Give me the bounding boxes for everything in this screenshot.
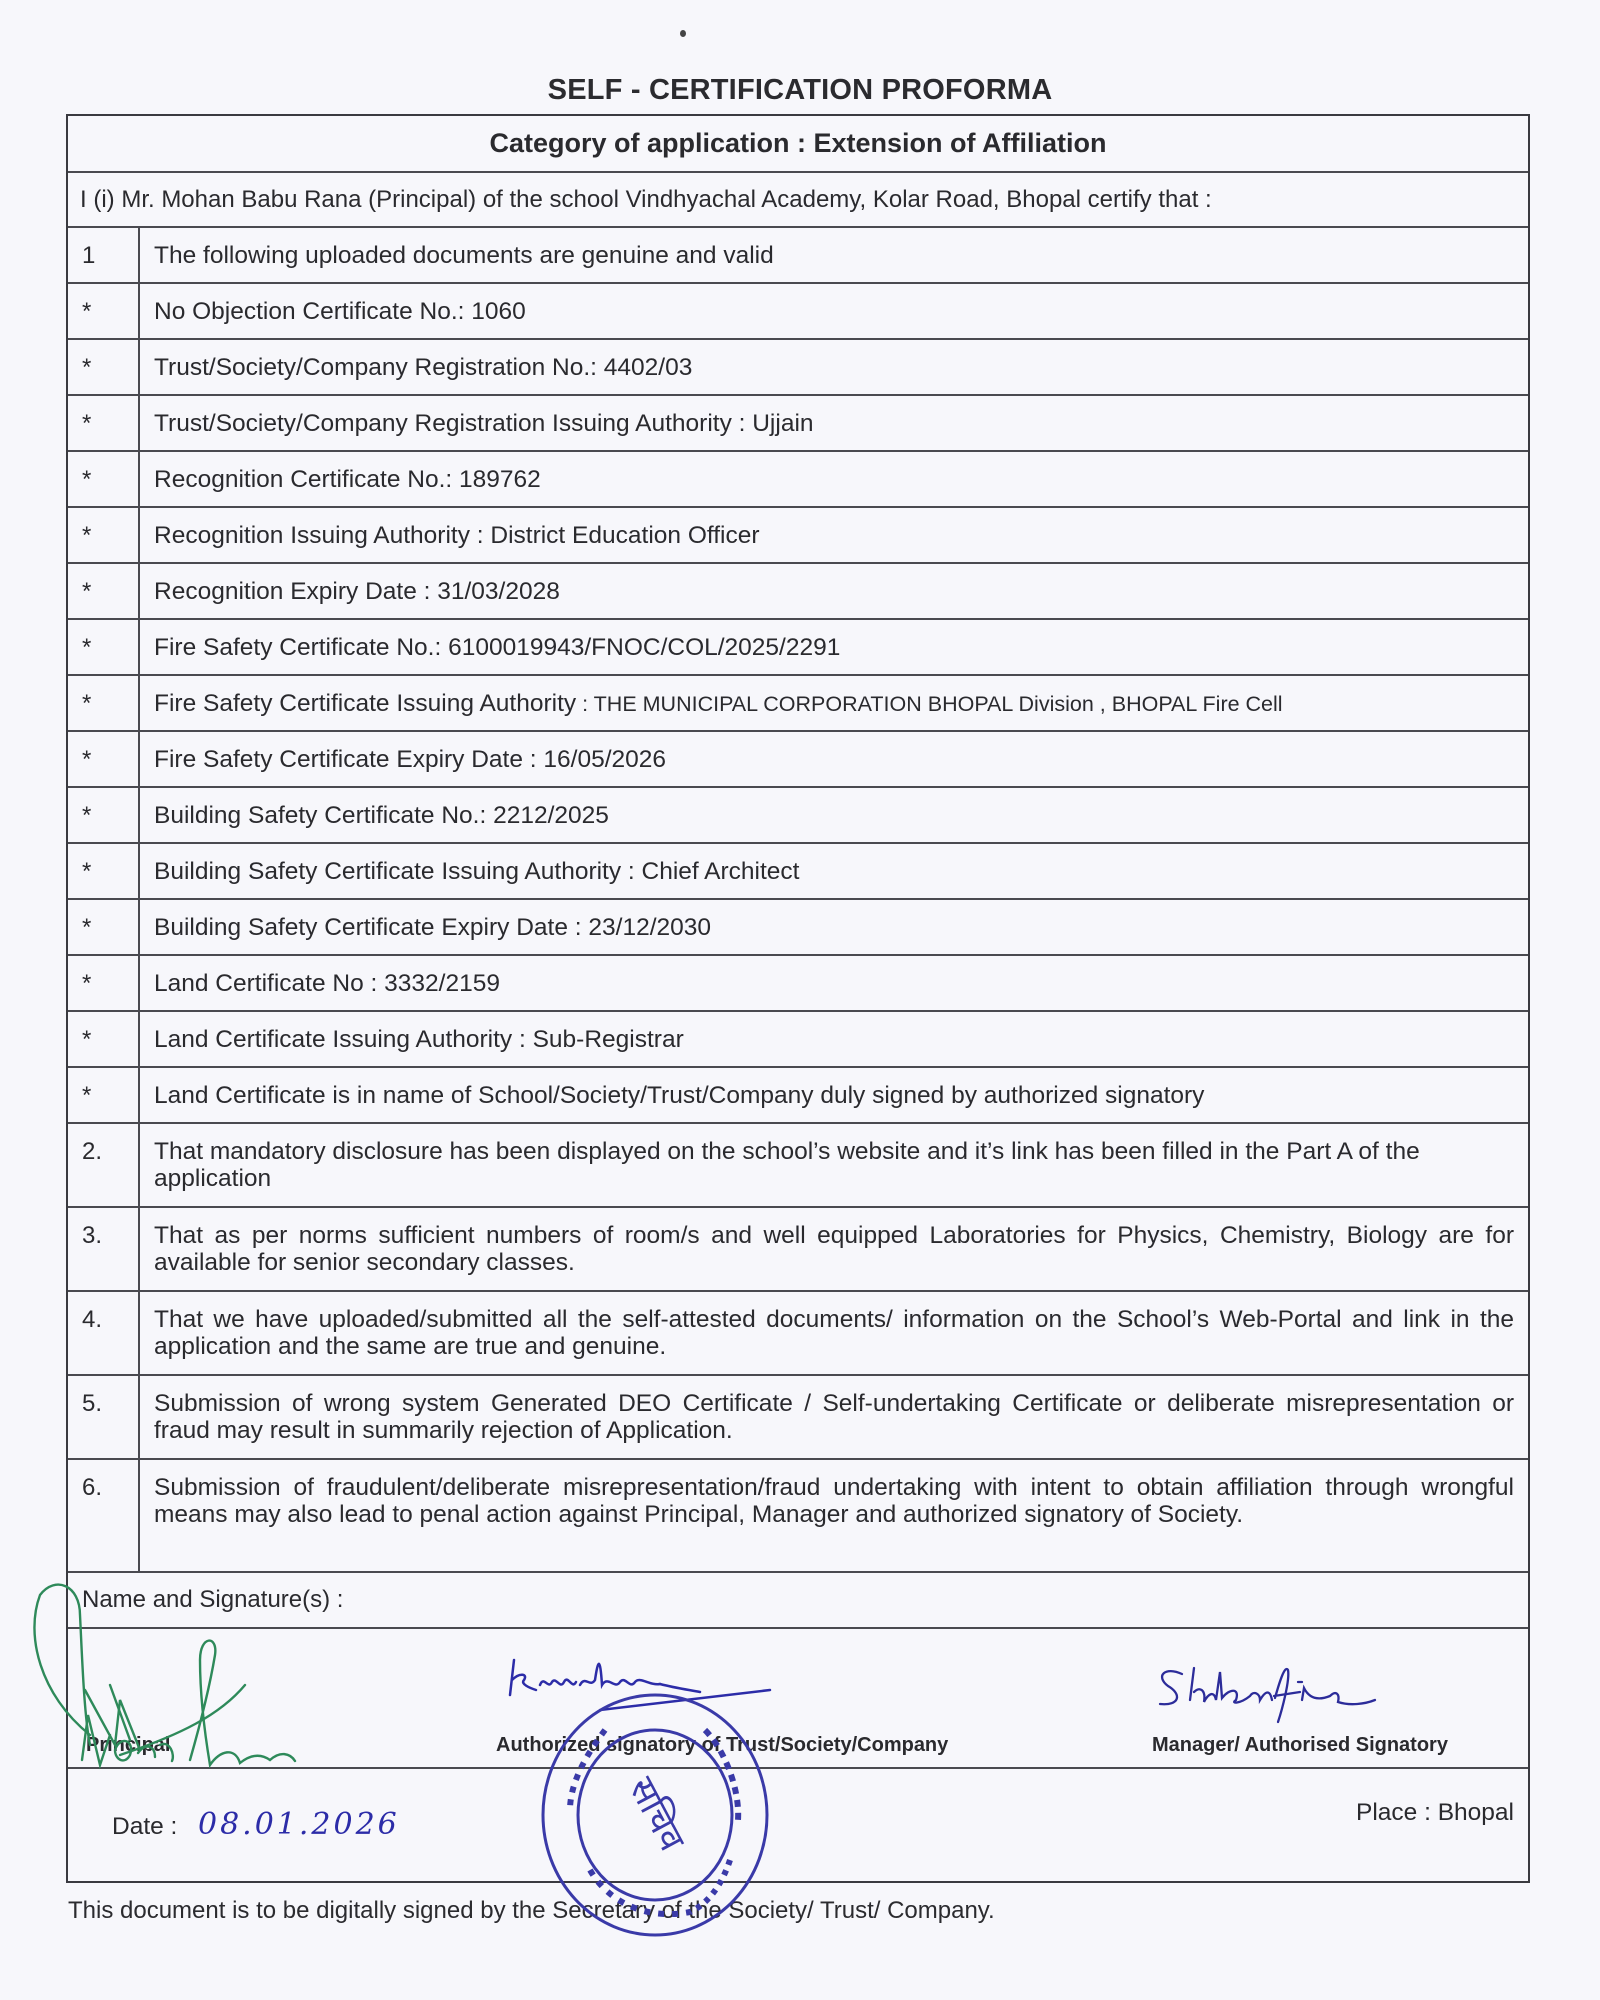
row-bullet: * [68, 620, 140, 674]
fire-certificate-number: Fire Safety Certificate No.: 6100019943/FNOC/COL/2025/2291 [154, 634, 841, 661]
table-row [68, 900, 1528, 956]
recognition-number: Recognition Certificate No.: 189762 [154, 466, 541, 493]
trust-signatory-label: Authorized signatory of Trust/Society/Company [496, 1734, 949, 1756]
row-text: That mandatory disclosure has been displayed on the school’s website and it’s link has been filled in the Part A of the application [154, 1138, 1420, 1192]
row-text: That we have uploaded/submitted all the self-attested documents/ information on the School’s Web-Portal and link in the application and the same are true and genuine. [154, 1306, 1514, 1360]
intro-text: I (i) Mr. Mohan Babu Rana (Principal) of the school Vindhyachal Academy, Kolar Road, Bhopal certify that : [80, 185, 1212, 213]
row-bullet: * [68, 844, 140, 898]
row-bullet: * [68, 956, 140, 1010]
table-row [68, 1012, 1528, 1068]
table-row [68, 340, 1528, 396]
row-bullet: * [68, 508, 140, 562]
principal-label: Principal [86, 1734, 171, 1756]
row-bullet: * [68, 676, 140, 730]
date-handwritten-value: 08.01.2026 [198, 1807, 400, 1842]
land-certificate-ownership: Land Certificate is in name of School/Society/Trust/Company duly signed by authorized signatory [154, 1082, 1205, 1109]
row-number: 5. [68, 1376, 140, 1458]
table-row [68, 1460, 1528, 1573]
proforma-table [66, 114, 1530, 1883]
signatures-heading-row [68, 1573, 1528, 1629]
category-row [68, 116, 1528, 173]
table-row [68, 1376, 1528, 1460]
row-text: Submission of fraudulent/deliberate misrepresentation/fraud undertaking with intent to obtain affiliation through wrongful means may also lead to penal action against Principal, Manager and authorized signatory of Society. [154, 1474, 1514, 1528]
stamp-center-text: सचिव [621, 1770, 694, 1858]
registration-authority: Trust/Society/Company Registration Issuing Authority : Ujjain [154, 410, 814, 437]
row-bullet: * [68, 564, 140, 618]
row-number: 4. [68, 1292, 140, 1374]
row-bullet: * [68, 1068, 140, 1122]
fire-certificate-expiry: Fire Safety Certificate Expiry Date : 16/05/2026 [154, 746, 667, 773]
table-row [68, 1124, 1528, 1208]
row-bullet: * [68, 340, 140, 394]
row-bullet: * [68, 732, 140, 786]
row-bullet: * [68, 452, 140, 506]
table-row [68, 956, 1528, 1012]
table-row [68, 508, 1528, 564]
row-bullet: * [68, 396, 140, 450]
table-row [68, 228, 1528, 284]
row-text: That as per norms sufficient numbers of room/s and well equipped Laboratories for Physics, Chemistry, Biology are for available for senior secondary classes. [154, 1222, 1514, 1276]
table-row [68, 284, 1528, 340]
building-certificate-expiry: Building Safety Certificate Expiry Date : 23/12/2030 [154, 914, 712, 941]
footer-note: This document is to be digitally signed by the Secretary of the Society/ Trust/ Company. [68, 1897, 995, 1924]
row-bullet: * [68, 900, 140, 954]
table-row [68, 1292, 1528, 1376]
row-bullet: * [68, 284, 140, 338]
building-certificate-authority: Building Safety Certificate Issuing Authority : Chief Architect [154, 858, 800, 885]
recognition-expiry: Recognition Expiry Date : 31/03/2028 [154, 578, 560, 605]
fire-authority-label: Fire Safety Certificate Issuing Authority [154, 690, 577, 717]
registration-number: Trust/Society/Company Registration No.: 4402/03 [154, 354, 693, 381]
table-row [68, 396, 1528, 452]
building-certificate-number: Building Safety Certificate No.: 2212/2025 [154, 802, 609, 829]
scan-speck [680, 30, 686, 37]
table-row [68, 788, 1528, 844]
place-text: Place : Bhopal [1356, 1799, 1514, 1826]
page-title: SELF - CERTIFICATION PROFORMA [547, 74, 1053, 106]
row-text: Submission of wrong system Generated DEO Certificate / Self-undertaking Certificate or deliberate misrepresentation or fraud may result in summarily rejection of Application. [154, 1390, 1514, 1444]
table-row [68, 1208, 1528, 1292]
row-number: 3. [68, 1208, 140, 1290]
row-bullet: * [68, 1012, 140, 1066]
table-row [68, 676, 1528, 732]
manager-label: Manager/ Authorised Signatory [1152, 1734, 1448, 1756]
land-certificate-number: Land Certificate No : 3332/2159 [154, 970, 500, 997]
table-row [68, 844, 1528, 900]
signatures-row [68, 1629, 1528, 1769]
date-label: Date : [112, 1813, 178, 1840]
intro-row [68, 173, 1528, 228]
table-row [68, 452, 1528, 508]
fire-certificate-authority [140, 676, 1528, 730]
row-number: 1 [68, 228, 140, 282]
signatures-heading: Name and Signature(s) : [82, 1586, 344, 1613]
row-number: 6. [68, 1460, 140, 1571]
fire-authority-value: : THE MUNICIPAL CORPORATION BHOPAL Division , BHOPAL Fire Cell [576, 692, 1283, 716]
land-certificate-authority: Land Certificate Issuing Authority : Sub-Registrar [154, 1026, 684, 1053]
category-text: Category of application : Extension of Affiliation [489, 128, 1107, 158]
table-row [68, 1068, 1528, 1124]
recognition-authority: Recognition Issuing Authority : District Education Officer [154, 522, 760, 549]
row-text: The following uploaded documents are genuine and valid [154, 242, 774, 269]
table-row [68, 564, 1528, 620]
row-bullet: * [68, 788, 140, 842]
table-row [68, 620, 1528, 676]
row-number: 2. [68, 1124, 140, 1206]
noc-number: No Objection Certificate No.: 1060 [154, 298, 526, 325]
date-place-row [68, 1769, 1528, 1881]
table-row [68, 732, 1528, 788]
